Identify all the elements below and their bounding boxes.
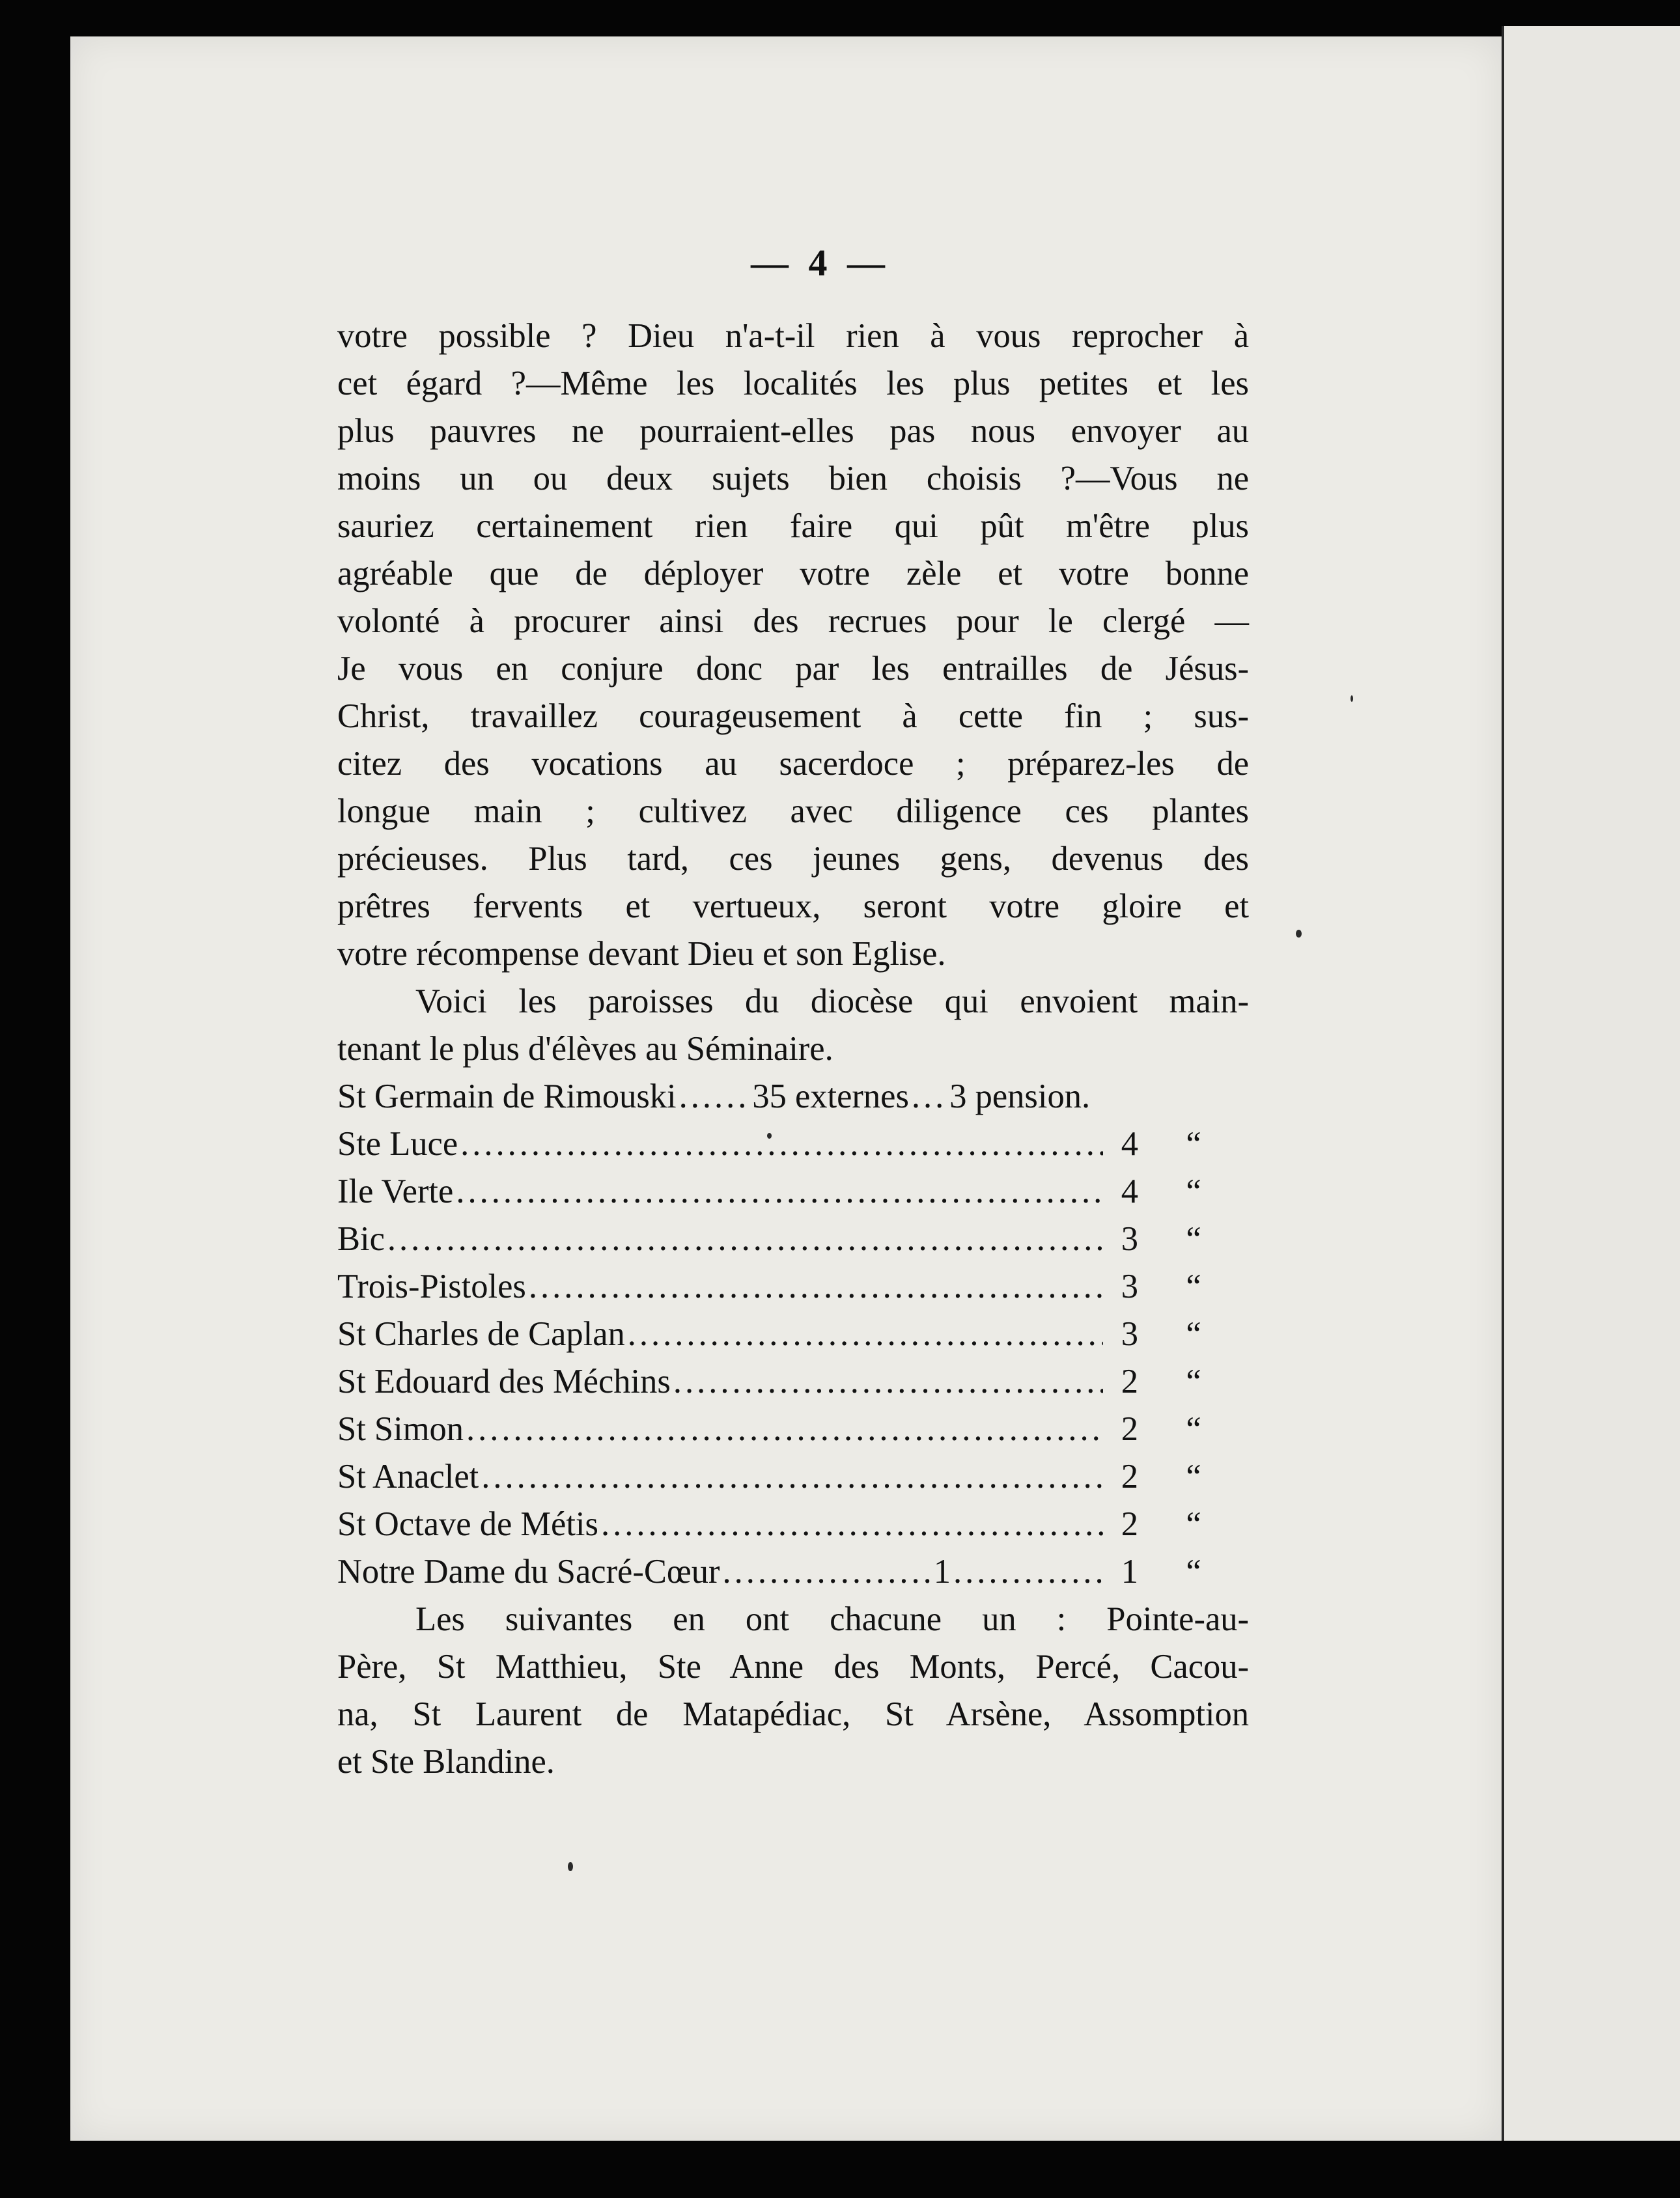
text-line: votre récompense devant Dieu et son Eglise.	[337, 935, 946, 973]
table-row	[337, 1358, 1249, 1406]
dot-leader	[456, 1168, 1103, 1216]
ditto-mark: “	[1186, 1125, 1201, 1163]
text-line: cet égard ?—Même les localités les plus petites et les	[337, 365, 1249, 402]
text-line: Voici les paroisses du diocèse qui envoient main-	[415, 982, 1249, 1020]
parish-name: St Octave de Métis	[337, 1505, 598, 1543]
parish-name: Trois-Pistoles	[337, 1268, 526, 1305]
parish-name: St Edouard des Méchins	[337, 1363, 671, 1400]
pension-count: 2	[1121, 1505, 1138, 1543]
ditto-mark: “	[1186, 1410, 1201, 1448]
pension-count: 3	[1121, 1220, 1138, 1258]
ditto-mark: “	[1186, 1363, 1201, 1400]
table-row	[337, 1501, 1249, 1548]
parish-name: Ile Verte	[337, 1173, 454, 1210]
body-text	[337, 313, 1249, 1786]
paragraph-other-parishes	[337, 1596, 1249, 1786]
dot-leader: ...	[911, 1078, 947, 1115]
pension-count: 3	[1121, 1315, 1138, 1353]
scan-speck	[1351, 695, 1353, 702]
pension-count: 2	[1121, 1410, 1138, 1448]
ditto-mark: “	[1186, 1173, 1201, 1210]
table-row	[337, 1120, 1249, 1168]
text-line: citez des vocations au sacerdoce ; préparez-les de	[337, 745, 1249, 783]
parish-table	[337, 1073, 1249, 1596]
table-row	[337, 1168, 1249, 1216]
page-number: — 4 —	[751, 242, 890, 284]
adjacent-page-edge	[1502, 26, 1680, 2141]
text-line: longue main ; cultivez avec diligence ces plantes	[337, 792, 1249, 830]
table-row-first	[337, 1073, 1249, 1120]
pension-count: 4	[1121, 1173, 1138, 1210]
ditto-mark: “	[1186, 1458, 1201, 1495]
pension-count: 3	[1121, 1268, 1138, 1305]
pension-count: 4	[1121, 1125, 1138, 1163]
dot-leader	[673, 1358, 1103, 1406]
dot-leader: ......	[679, 1078, 750, 1115]
paragraph-exhortation	[337, 313, 1249, 978]
pension-count: 2	[1121, 1363, 1138, 1400]
text-line: Je vous en conjure donc par les entrailles de Jésus-	[337, 650, 1249, 688]
dot-leader	[723, 1548, 931, 1596]
parish-name: St Charles de Caplan	[337, 1315, 625, 1353]
text-line: tenant le plus d'élèves au Séminaire.	[337, 1030, 833, 1068]
dot-leader	[387, 1216, 1103, 1263]
table-row	[337, 1311, 1249, 1358]
ditto-mark: “	[1186, 1553, 1201, 1591]
dot-leader	[481, 1453, 1103, 1501]
text-line: sauriez certainement rien faire qui pût m'être plus	[337, 507, 1249, 545]
dot-leader	[601, 1501, 1103, 1548]
pension-count: 1	[1121, 1553, 1138, 1591]
text-line: Père, St Matthieu, Ste Anne des Monts, Percé, Cacou-	[337, 1648, 1249, 1686]
dot-leader	[460, 1120, 1103, 1168]
scan-speck	[1296, 930, 1302, 938]
externes-count: 1	[933, 1553, 951, 1591]
ditto-mark: “	[1186, 1315, 1201, 1353]
text-line: moins un ou deux sujets bien choisis ?—Vous ne	[337, 460, 1249, 497]
parish-name: St Germain de Rimouski	[337, 1078, 677, 1115]
ditto-mark: “	[1186, 1505, 1201, 1543]
dot-leader	[953, 1548, 1103, 1596]
text-line: votre possible ? Dieu n'a-t-il rien à vous reprocher à	[337, 317, 1249, 355]
table-row	[337, 1263, 1249, 1311]
text-line: plus pauvres ne pourraient-elles pas nous envoyer au	[337, 412, 1249, 450]
text-line: agréable que de déployer votre zèle et votre bonne	[337, 555, 1249, 592]
parish-name: St Simon	[337, 1410, 464, 1448]
dot-leader	[628, 1311, 1103, 1358]
text-line: et Ste Blandine.	[337, 1743, 555, 1781]
parish-name: St Anaclet	[337, 1458, 479, 1495]
scan-speck	[767, 1133, 772, 1139]
ditto-mark: “	[1186, 1268, 1201, 1305]
parish-name: Notre Dame du Sacré-Cœur	[337, 1553, 720, 1591]
text-line: Les suivantes en ont chacune un : Pointe-au-	[415, 1600, 1249, 1638]
text-line: prêtres fervents et vertueux, seront votre gloire et	[337, 887, 1249, 925]
pension-count: 2	[1121, 1458, 1138, 1495]
pension-count: 3 pension.	[949, 1078, 1091, 1115]
dot-leader	[466, 1406, 1103, 1453]
paragraph-parish-intro	[337, 978, 1249, 1073]
scan-speck	[568, 1862, 573, 1871]
table-row	[337, 1406, 1249, 1453]
text-line: précieuses. Plus tard, ces jeunes gens, devenus des	[337, 840, 1249, 878]
table-row	[337, 1548, 1249, 1596]
dot-leader	[529, 1263, 1103, 1311]
externes-count: 35 externes	[752, 1078, 909, 1115]
parish-name: Ste Luce	[337, 1125, 458, 1163]
parish-name: Bic	[337, 1220, 385, 1258]
table-row	[337, 1216, 1249, 1263]
table-row	[337, 1453, 1249, 1501]
text-line: volonté à procurer ainsi des recrues pour le clergé —	[337, 602, 1249, 640]
text-line: Christ, travaillez courageusement à cette fin ; sus-	[337, 697, 1249, 735]
text-line: na, St Laurent de Matapédiac, St Arsène, Assomption	[337, 1695, 1249, 1733]
ditto-mark: “	[1186, 1220, 1201, 1258]
